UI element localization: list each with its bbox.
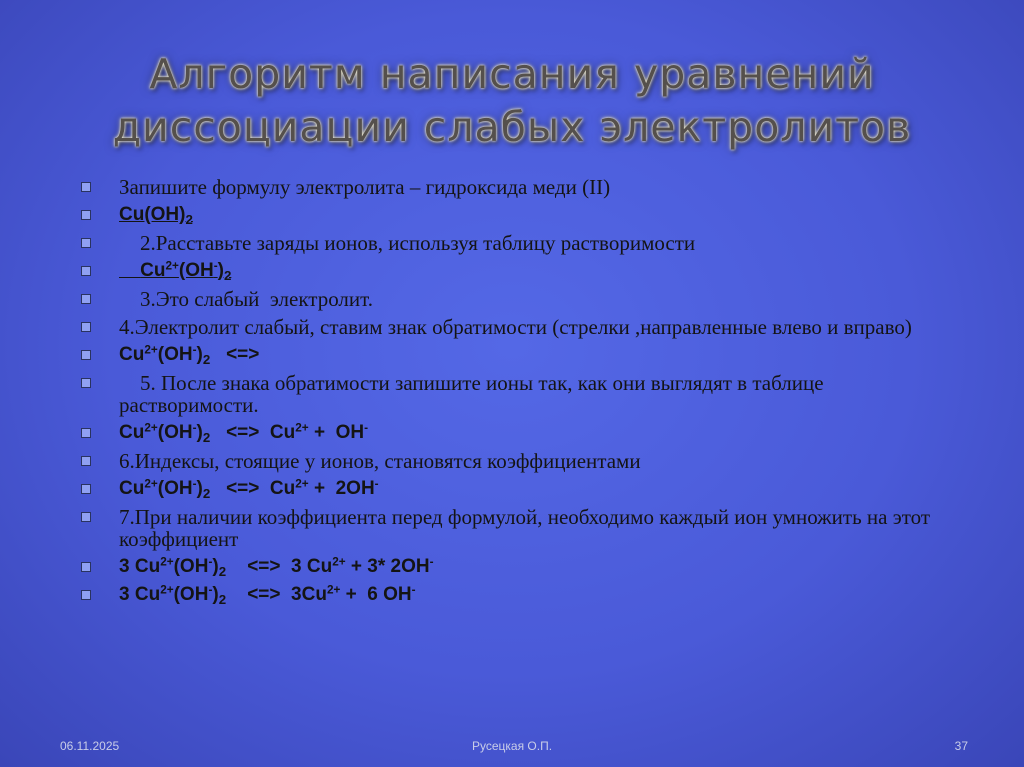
formula-part: ) [196,422,203,443]
formula-part: <=> Cu [210,422,296,443]
formula-part: Cu [119,422,145,443]
square-bullet-icon [81,484,91,494]
formula-sup: 2+ [144,421,158,435]
formula-part: + 6 OH [340,584,412,605]
formula-part: 3 Cu [119,584,161,605]
formula-part: + 3* 2OH [345,556,430,577]
list-item [78,422,958,444]
formula-sup: - [208,583,213,597]
list-item [78,232,958,254]
item-text: 5. После знака обратимости запишите ионы так, как они выглядят в таблице растворимости. [119,371,829,417]
formula-part: (OH [173,556,209,577]
formula-sub: 2 [202,351,211,367]
slide-title-line-1: Алгоритм написания уравнений [149,50,875,98]
formula [119,204,193,225]
list-item [78,450,958,472]
formula-sub: 2 [223,267,232,283]
list-item [78,204,958,226]
item-text: 6.Индексы, стоящие у ионов, становятся коэффициентами [119,449,641,473]
formula-sup: - [364,421,369,435]
slide-title [60,48,964,154]
formula-part: (OH [157,344,193,365]
square-bullet-icon [81,294,91,304]
square-bullet-icon [81,378,91,388]
footer-date: 06.11.2025 [60,739,120,753]
formula-part: <=> 3 Cu [226,556,333,577]
square-bullet-icon [81,456,91,466]
item-text: Запишите формулу электролита – гидроксида меди (II) [119,175,611,199]
list-item [78,316,958,338]
footer-author: Русецкая О.П. [471,739,553,753]
formula-part: ) [212,584,219,605]
formula [119,556,434,577]
list-item [78,288,958,310]
formula-sup: - [192,477,197,491]
formula-part: (OH [178,260,214,281]
formula-sub: 2 [218,563,227,579]
formula-sub: 2 [185,211,193,227]
formula-part: (OH [173,584,209,605]
square-bullet-icon [81,428,91,438]
formula-part: <=> 3Cu [226,584,327,605]
list-item [78,478,958,500]
square-bullet-icon [81,182,91,192]
bullet-list [78,176,958,612]
footer-page-number: 37 [954,739,968,753]
square-bullet-icon [81,512,91,522]
list-item [78,176,958,198]
formula-sup: - [429,555,434,569]
formula-sup: 2+ [326,583,341,597]
formula-sup: - [208,555,213,569]
formula-part: <=> [210,344,260,365]
square-bullet-icon [81,322,91,332]
slide-title-line-2: диссоциации слабых электролитов [112,103,912,151]
formula-sup: 2+ [144,477,158,491]
item-text: 4.Электролит слабый, ставим знак обратимости (стрелки ,направленные влево и вправо) [119,315,912,339]
formula-sup: 2+ [144,343,158,357]
formula [119,478,379,499]
formula [119,584,416,605]
formula-part: (OH [157,422,193,443]
formula-sup: - [411,583,416,597]
formula-part: Cu [119,478,145,499]
list-item [78,556,958,578]
formula-part: ) [217,260,224,281]
list-item [78,584,958,606]
formula-part: ) [196,344,203,365]
formula-part: Cu [140,260,166,281]
formula [119,422,368,443]
list-item [78,506,958,550]
list-item [78,372,958,416]
square-bullet-icon [81,210,91,220]
formula-sup: 2+ [165,259,179,273]
square-bullet-icon [81,562,91,572]
formula-sup: - [374,477,379,491]
formula-sub: 2 [218,591,227,607]
item-text: 3.Это слабый электролит. [119,287,373,311]
square-bullet-icon [81,350,91,360]
formula-sup: 2+ [295,477,309,491]
formula-part: 3 Cu [119,556,161,577]
square-bullet-icon [81,238,91,248]
formula-part: (OH [157,478,193,499]
formula-part: ) [196,478,203,499]
formula-sup: 2+ [295,421,309,435]
formula-part: Cu(OH) [119,204,186,225]
formula-sup: - [192,343,197,357]
formula-part: ) [212,556,219,577]
formula-part: Cu [119,344,145,365]
formula-sup: 2+ [332,555,346,569]
formula-sup: - [213,259,218,273]
formula-sup: 2+ [160,583,174,597]
item-text: 7.При наличии коэффициента перед формулой, необходимо каждый ион умножить на этот коэффициент [119,505,931,551]
formula [119,260,231,281]
formula-part: <=> Cu [210,478,296,499]
formula-sub: 2 [202,485,211,501]
item-text: 2.Расставьте заряды ионов, используя таблицу растворимости [119,231,696,255]
list-item [78,260,958,282]
formula-sup: 2+ [160,555,174,569]
square-bullet-icon [81,590,91,600]
formula [119,344,259,365]
formula-sup: - [192,421,197,435]
formula-part: + OH [308,422,365,443]
square-bullet-icon [81,266,91,276]
formula-sub: 2 [202,429,211,445]
formula-part: + 2OH [308,478,375,499]
list-item [78,344,958,366]
